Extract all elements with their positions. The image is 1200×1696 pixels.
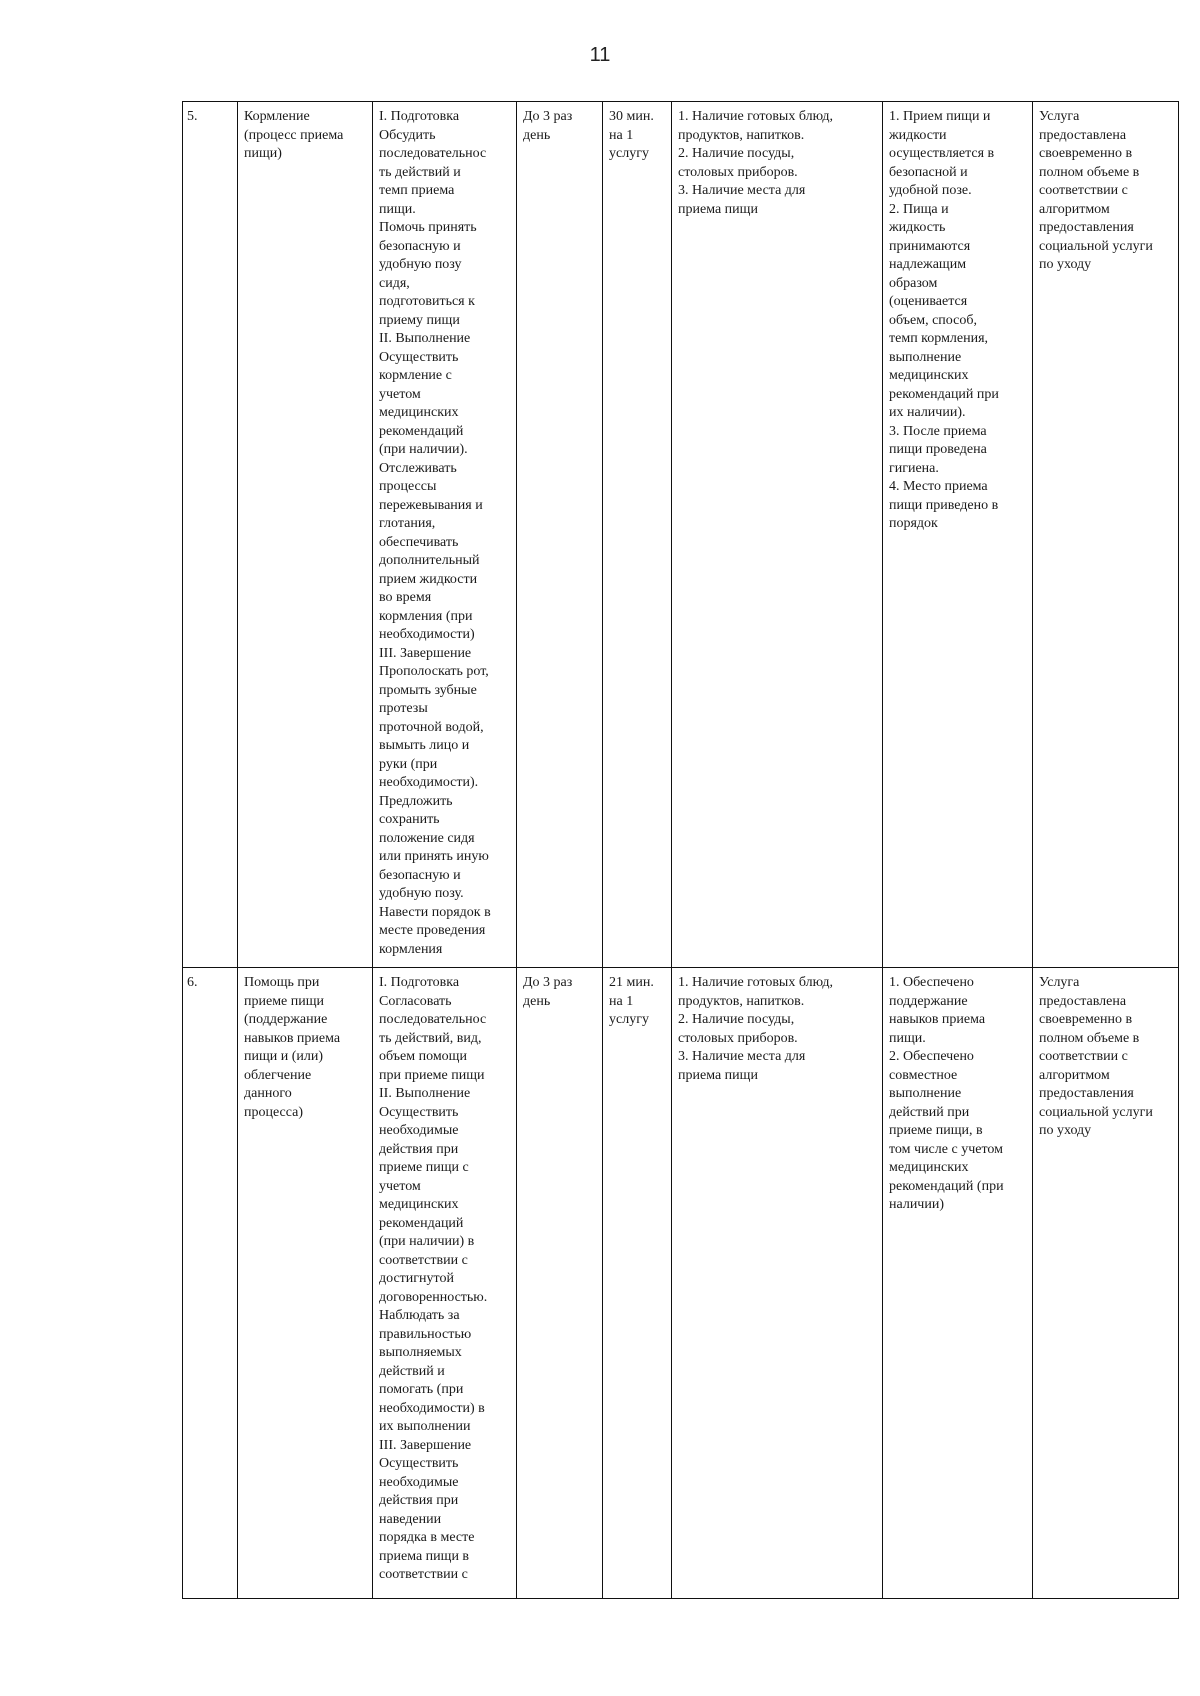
service-duration: 21 мин. на 1 услугу — [603, 968, 672, 1599]
service-name: Кормление (процесс приема пищи) — [238, 102, 373, 968]
service-assessment: Услуга предоставлена своевременно в полном объеме в соответствии с алгоритмом предоставления социальной услуги по уходу — [1033, 102, 1179, 968]
service-procedure: I. Подготовка Обсудить последовательнос ть действий и темп приема пищи. Помочь принять безопасную и удобную позу сидя, подготовиться к приему пищи II. Выполнение Осуществить кормление с учетом медицинских рекомендаций (при наличии). Отслеживать процессы пережевывания и глотания, обеспечивать дополнительный прием жидкости во время кормления (при необходимости) III. Завершение Прополоскать рот, промыть зубные протезы проточной водой, вымыть лицо и руки (при необходимости). Предложить сохранить положение сидя или принять иную безопасную и удобную позу. Навести порядок в месте проведения кормления — [373, 102, 517, 968]
service-frequency: До 3 раз день — [517, 102, 603, 968]
service-name: Помощь при приеме пищи (поддержание навыков приема пищи и (или) облегчение данного процесса) — [238, 968, 373, 1599]
page-number: 11 — [589, 44, 611, 66]
table-row — [183, 968, 1179, 1599]
service-procedure: I. Подготовка Согласовать последовательнос ть действий, вид, объем помощи при приеме пищи II. Выполнение Осуществить необходимые действия при приеме пищи с учетом медицинских рекомендаций (при наличии) в соответствии с достигнутой договоренностью. Наблюдать за правильностью выполняемых действий и помогать (при необходимости) в их выполнении III. Завершение Осуществить необходимые действия при наведении порядка в месте приема пищи в соответствии с — [373, 968, 517, 1599]
service-frequency: До 3 раз день — [517, 968, 603, 1599]
row-number: 6. — [183, 968, 238, 1599]
row-number: 5. — [183, 102, 238, 968]
services-table — [182, 101, 1179, 1599]
service-results: 1. Обеспечено поддержание навыков приема пищи. 2. Обеспечено совместное выполнение действий при приеме пищи, в том числе с учетом медицинских рекомендаций (при наличии) — [883, 968, 1033, 1599]
service-conditions: 1. Наличие готовых блюд, продуктов, напитков. 2. Наличие посуды, столовых приборов. 3. Наличие места для приема пищи — [672, 102, 883, 968]
service-results: 1. Прием пищи и жидкости осуществляется в безопасной и удобной позе. 2. Пища и жидкость принимаются надлежащим образом (оценивается объем, способ, темп кормления, выполнение медицинских рекомендаций при их наличии). 3. После приема пищи проведена гигиена. 4. Место приема пищи приведено в порядок — [883, 102, 1033, 968]
service-conditions: 1. Наличие готовых блюд, продуктов, напитков. 2. Наличие посуды, столовых приборов. 3. Наличие места для приема пищи — [672, 968, 883, 1599]
table-row — [183, 102, 1179, 968]
service-duration: 30 мин. на 1 услугу — [603, 102, 672, 968]
service-assessment: Услуга предоставлена своевременно в полном объеме в соответствии с алгоритмом предоставления социальной услуги по уходу — [1033, 968, 1179, 1599]
